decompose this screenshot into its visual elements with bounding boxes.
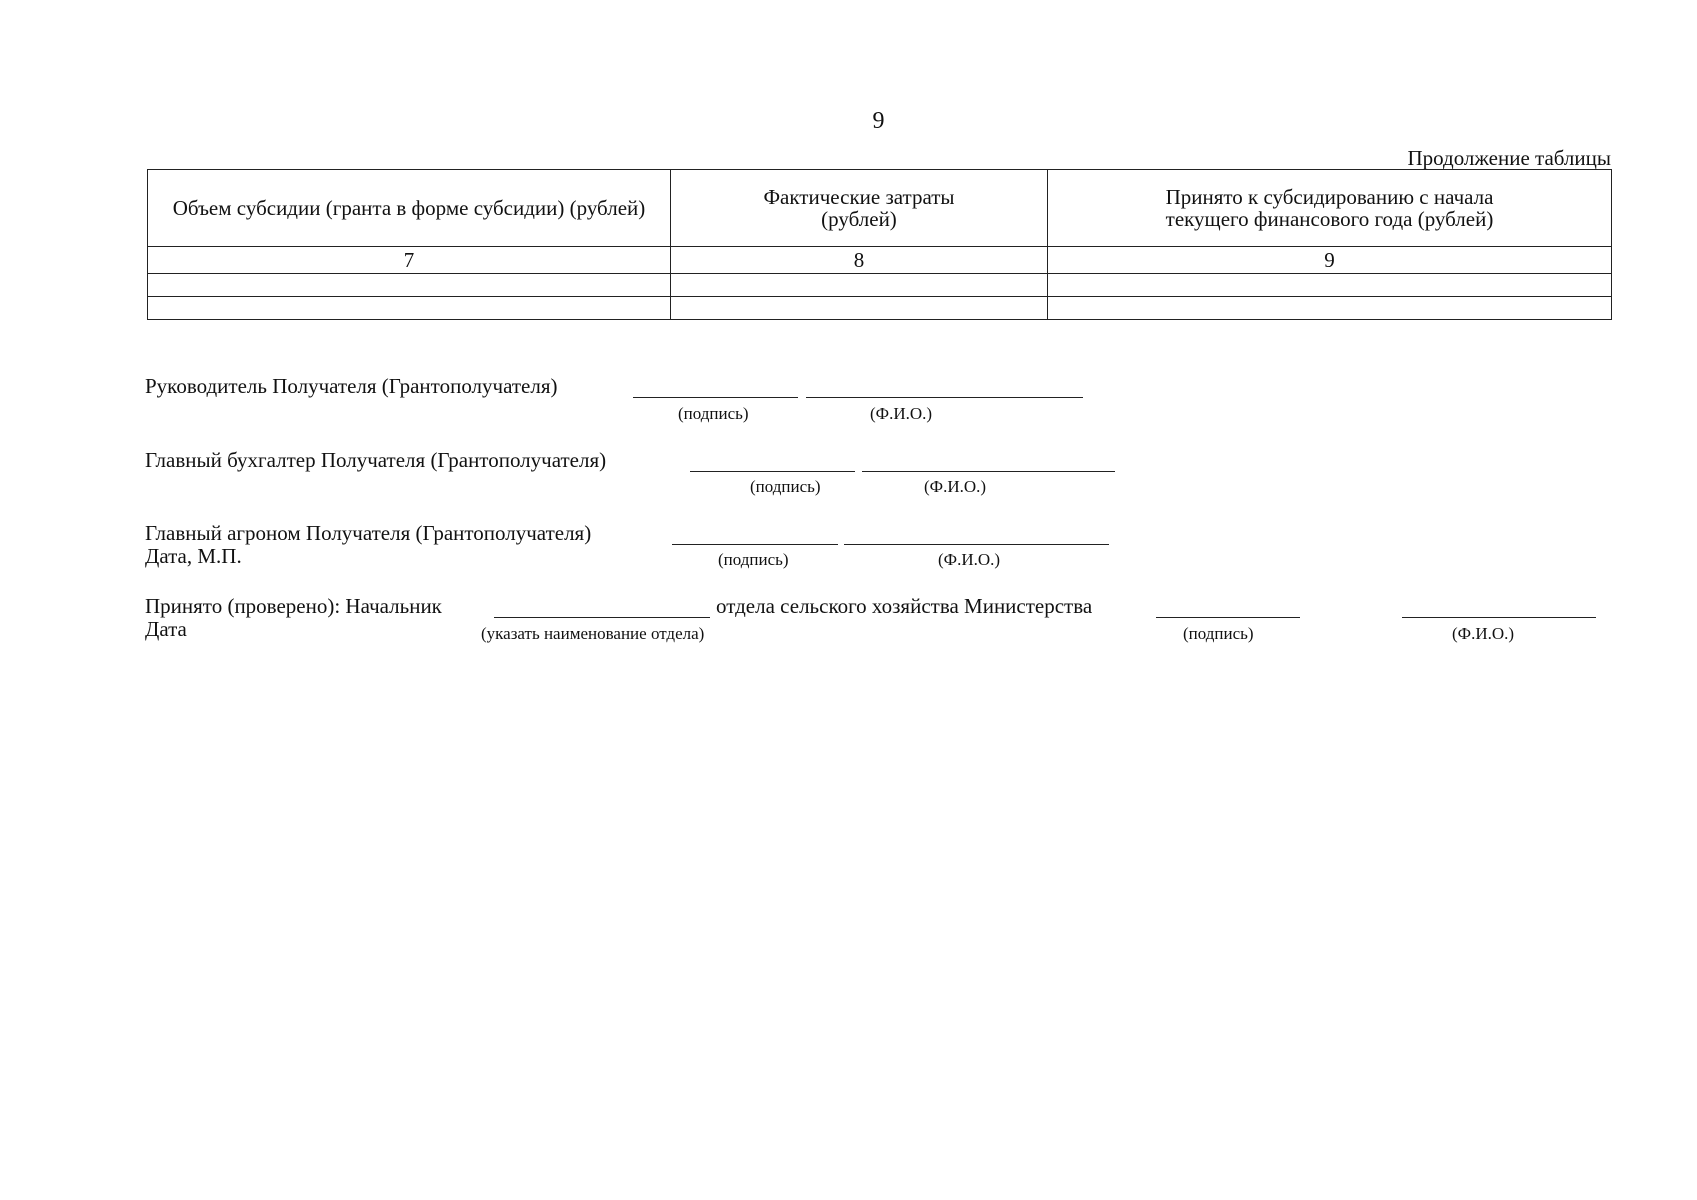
- head-signature-caption: (подпись): [678, 404, 749, 423]
- chief-agronomist-signature-label: Главный агроном Получателя (Грантополучателя): [145, 521, 592, 545]
- chief-agronomist-name-line[interactable]: [844, 544, 1109, 545]
- head-signature-label: Руководитель Получателя (Грантополучателя): [145, 374, 558, 398]
- accepted-signature-line[interactable]: [1156, 617, 1300, 618]
- header-actual-costs: Фактические затраты (рублей): [671, 170, 1048, 247]
- accepted-label-suffix: отдела сельского хозяйства Министерства: [716, 594, 1093, 618]
- head-signature-line[interactable]: [633, 397, 798, 398]
- subsidy-table: [147, 169, 1612, 320]
- chief-agronomist-name-caption: (Ф.И.О.): [938, 550, 1001, 569]
- chief-accountant-signature-label: Главный бухгалтер Получателя (Грантополучателя): [145, 448, 607, 472]
- accepted-label-prefix: Принято (проверено): Начальник: [145, 594, 442, 618]
- column-number: 7: [148, 247, 671, 274]
- department-caption: (указать наименование отдела): [481, 624, 705, 643]
- column-number: 9: [1048, 247, 1612, 274]
- table-continuation-label: Продолжение таблицы: [1407, 146, 1611, 170]
- accepted-date-label: Дата: [145, 617, 187, 641]
- accepted-name-caption: (Ф.И.О.): [1452, 624, 1515, 643]
- chief-accountant-signature-line[interactable]: [690, 471, 855, 472]
- table-cell[interactable]: [148, 274, 671, 297]
- table-row: [148, 297, 1612, 320]
- table-cell[interactable]: [671, 297, 1048, 320]
- page-number: 9: [872, 108, 885, 134]
- chief-accountant-signature-caption: (подпись): [750, 477, 821, 496]
- chief-accountant-name-caption: (Ф.И.О.): [924, 477, 987, 496]
- table-cell[interactable]: [1048, 297, 1612, 320]
- accepted-name-line[interactable]: [1402, 617, 1596, 618]
- table-header-row: [148, 170, 1612, 247]
- chief-accountant-name-line[interactable]: [862, 471, 1115, 472]
- head-name-caption: (Ф.И.О.): [870, 404, 933, 423]
- header-subsidy-volume: Объем субсидии (гранта в форме субсидии) (рублей): [148, 170, 671, 247]
- table-cell[interactable]: [671, 274, 1048, 297]
- column-number: 8: [671, 247, 1048, 274]
- chief-agronomist-signature-caption: (подпись): [718, 550, 789, 569]
- chief-agronomist-date-label: Дата, М.П.: [145, 544, 242, 568]
- head-name-line[interactable]: [806, 397, 1083, 398]
- accepted-signature-caption: (подпись): [1183, 624, 1254, 643]
- table-row: [148, 274, 1612, 297]
- chief-agronomist-signature-line[interactable]: [672, 544, 838, 545]
- table-column-number-row: [148, 247, 1612, 274]
- header-accepted-for-subsidy: Принято к субсидированию с начала текущего финансового года (рублей): [1048, 170, 1612, 247]
- table-cell[interactable]: [148, 297, 671, 320]
- department-name-line[interactable]: [494, 617, 710, 618]
- table-cell[interactable]: [1048, 274, 1612, 297]
